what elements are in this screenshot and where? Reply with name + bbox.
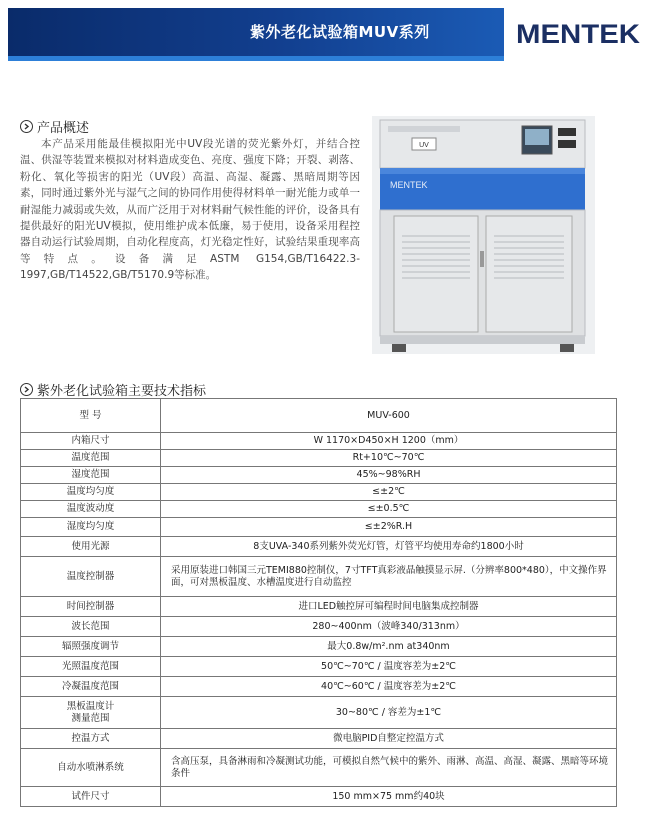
chevron-right-icon xyxy=(20,120,33,133)
specs-heading-text: 紫外老化试验箱主要技术指标 xyxy=(37,384,207,399)
mentek-logo xyxy=(514,12,642,52)
spec-value: 50℃~70℃ / 温度容差为±2℃ xyxy=(161,657,617,677)
spec-label: 冷凝温度范围 xyxy=(21,677,161,697)
spec-value: MUV-600 xyxy=(161,399,617,433)
table-row xyxy=(21,433,617,450)
table-row xyxy=(21,484,617,501)
spec-label: 温度范围 xyxy=(21,450,161,467)
table-row xyxy=(21,749,617,787)
header xyxy=(0,0,648,62)
specs-table xyxy=(20,398,617,807)
table-row xyxy=(21,501,617,518)
spec-value: 微电脑PID自整定控温方式 xyxy=(161,729,617,749)
overview-heading xyxy=(20,117,89,136)
overview-text: 本产品采用能最佳模拟阳光中UV段光谱的荧光紫外灯，并结合控温、供湿等装置来模拟对材料造成变色、亮度、强度下降；开裂、剥落、粉化、氧化等损害的阳光（UV段）高温、高湿、凝露、黑暗周期等因素，同时通过紫外光与湿气之间的协同作用使得材料单一耐光能力或单一耐湿能力减弱或失效，从而广泛用于对材料耐气候性能的评价，设备具有提供最好的阳光UV模拟，使用维护成本低廉，易于使用，设备采用程控器自动运行试验周期，自动化程度高，灯光稳定性好，试验结果重现率高等特点。设备满足ASTM G154,GB/T16422.3-1997,GB/T14522,GB/T5170.9等标准。 xyxy=(20,138,360,282)
chevron-right-icon xyxy=(20,383,33,396)
table-row xyxy=(21,729,617,749)
spec-label: 温度波动度 xyxy=(21,501,161,518)
spec-value: 采用原装进口韩国三元TEMI880控制仪，7寸TFT真彩液晶触摸显示屏.（分辨率800*480），中文操作界面，可对黑板温度、水槽温度进行自动监控 xyxy=(161,557,617,597)
product-image xyxy=(372,116,595,354)
specs-heading xyxy=(20,380,206,399)
table-row xyxy=(21,597,617,617)
table-row xyxy=(21,518,617,537)
header-accent-stripe xyxy=(8,56,504,61)
table-row xyxy=(21,617,617,637)
page-title: 紫外老化试验箱MUV系列 xyxy=(250,23,430,41)
spec-value: Rt+10℃~70℃ xyxy=(161,450,617,467)
table-row xyxy=(21,399,617,433)
cabinet-brand-label: MENTEK xyxy=(390,180,428,190)
table-row xyxy=(21,787,617,807)
spec-label: 控温方式 xyxy=(21,729,161,749)
spec-value: ≤±2%R.H xyxy=(161,518,617,537)
spec-label: 型 号 xyxy=(21,399,161,433)
spec-label: 自动水喷淋系统 xyxy=(21,749,161,787)
table-row xyxy=(21,657,617,677)
spec-label: 试件尺寸 xyxy=(21,787,161,807)
table-row xyxy=(21,557,617,597)
spec-label: 湿度均匀度 xyxy=(21,518,161,537)
overview-heading-text: 产品概述 xyxy=(37,121,90,136)
spec-value: 8支UVA-340系列紫外荧光灯管，灯管平均使用寿命约1800小时 xyxy=(161,537,617,557)
spec-label: 辐照强度调节 xyxy=(21,637,161,657)
table-row xyxy=(21,637,617,657)
spec-label: 使用光源 xyxy=(21,537,161,557)
spec-label: 温度控制器 xyxy=(21,557,161,597)
spec-value: 含高压泵，具备淋雨和冷凝测试功能，可模拟自然气候中的紫外、雨淋、高温、高湿、凝露、黑暗等环境条件 xyxy=(161,749,617,787)
spec-value: 150 mm×75 mm约40块 xyxy=(161,787,617,807)
spec-value: 280~400nm（波峰340/313nm） xyxy=(161,617,617,637)
spec-label: 时间控制器 xyxy=(21,597,161,617)
panel-label: UV xyxy=(419,142,429,149)
spec-value: ≤±0.5℃ xyxy=(161,501,617,518)
spec-label: 黑板温度计 测量范围 xyxy=(21,697,161,729)
spec-value: 30~80℃ / 容差为±1℃ xyxy=(161,697,617,729)
spec-label: 波长范围 xyxy=(21,617,161,637)
table-row xyxy=(21,537,617,557)
table-row xyxy=(21,677,617,697)
spec-label: 湿度范围 xyxy=(21,467,161,484)
spec-value: ≤±2℃ xyxy=(161,484,617,501)
spec-value: W 1170×D450×H 1200（mm） xyxy=(161,433,617,450)
spec-value: 45%~98%RH xyxy=(161,467,617,484)
spec-label: 温度均匀度 xyxy=(21,484,161,501)
table-row xyxy=(21,450,617,467)
logo-text: MENTEK xyxy=(516,19,641,49)
spec-value: 最大0.8w/m².nm at340nm xyxy=(161,637,617,657)
spec-label: 光照温度范围 xyxy=(21,657,161,677)
spec-label: 内箱尺寸 xyxy=(21,433,161,450)
spec-value: 进口LED触控屏可编程时间电脑集成控制器 xyxy=(161,597,617,617)
spec-value: 40℃~60℃ / 温度容差为±2℃ xyxy=(161,677,617,697)
table-row xyxy=(21,467,617,484)
table-row xyxy=(21,697,617,729)
